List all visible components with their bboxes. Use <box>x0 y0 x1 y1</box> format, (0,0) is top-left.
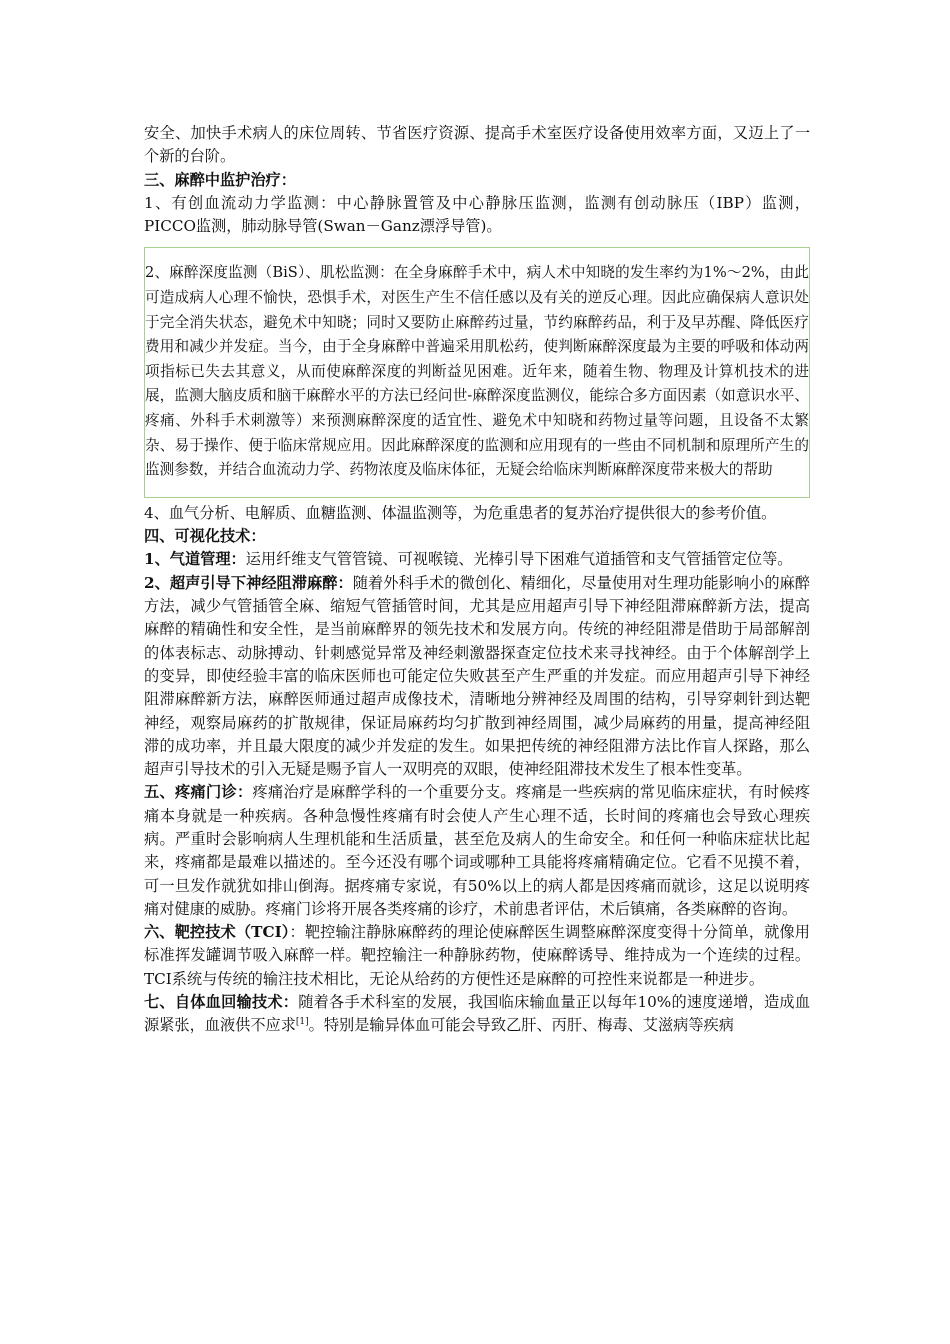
paragraph-depth-monitoring: 2、麻醉深度监测（BiS）、肌松监测：在全身麻醉手术中，病人术中知晓的发生率约为1%～2%，由此可造成病人心理不愉快，恐惧手术，对医生产生不信任感以及有关的逆反心理。因此应确保病人意识处于完全消失状态，避免术中知晓；同时又要防止麻醉药过量，节约麻醉药品，利于及早苏醒、降低医疗费用和减少并发症。当今，由于全身麻醉中普遍采用肌松药，使判断麻醉深度最为主要的呼吸和体动两项指标已失去其意义，从而使麻醉深度的判断益见困难。近年来，随着生物、物理及计算机技术的进展，监测大脑皮质和脑干麻醉水平的方法已经问世-麻醉深度监测仪，能综合多方面因素（如意识水平、疼痛、外科手术刺激等）来预测麻醉深度的适宜性、避免术中知晓和药物过量等问题，且设备不太繁杂、易于操作、便于临床常规应用。因此麻醉深度的监测和应用现有的一些由不同机制和原理所产生的监测参数，并结合血流动力学、药物浓度及临床体征，无疑会给临床判断麻醉深度带来极大的帮助 <box>145 264 809 479</box>
paragraph-invasive-monitoring: 1、有创血流动力学监测：中心静脉置管及中心静脉压监测，监测有创动脉压（IBP）监测，PICCO监测，肺动脉导管(Swan－Ganz漂浮导管)。 <box>144 193 810 236</box>
document-page <box>144 122 810 1038</box>
citation-superscript: [1] <box>295 1017 309 1028</box>
paragraph-tci: 六、靶控技术（TCI）：靶控输注静脉麻醉药的理论使麻醉医生调整麻醉深度变得十分简单，就像用标准挥发罐调节吸入麻醉一样。靶控输注一种静脉药物，使麻醉诱导、维持成为一个连续的过程。TCI系统与传统的输注技术相比，无论从给药的方便性还是麻醉的可控性来说都是一种进步。 <box>144 923 810 988</box>
intro-paragraph: 安全、加快手术病人的床位周转、节省医疗资源、提高手术室医疗设备使用效率方面，又迈上了一个新的台阶。 <box>144 124 810 166</box>
paragraph-blood-gas: 4、血气分析、电解质、血糖监测、体温监测等，为危重患者的复苏治疗提供很大的参考价值。 <box>144 503 777 522</box>
bordered-textbox <box>144 247 810 497</box>
paragraph-airway: 1、气道管理：运用纤维支气管管镜、可视喉镜、光棒引导下困难气道插管和支气管插管定位等。 <box>144 550 793 569</box>
section-heading-4: 四、可视化技术： <box>144 527 266 546</box>
paragraph-ultrasound: 2、超声引导下神经阻滞麻醉：随着外科手术的微创化、精细化，尽量使用对生理功能影响小的麻醉方法，减少气管插管全麻、缩短气管插管时间，尤其是应用超声引导下神经阻滞麻醉新方法，提高麻醉的精确性和安全性，是当前麻醉界的领先技术和发展方向。传统的神经阻滞是借助于局部解剖的体表标志、动脉搏动、针刺感觉异常及神经刺激器探查定位技术来寻找神经。由于个体解剖学上的变异，即使经验丰富的临床医师也可能定位失败甚至产生严重的并发症。而应用超声引导下神经阻滞麻醉新方法，麻醉医师通过超声成像技术，清晰地分辨神经及周围的结构，引导穿刺针到达靶神经，观察局麻药的扩散规律，保证局麻药均匀扩散到神经周围，减少局麻药的用量，提高神经阻滞的成功率，并且最大限度的减少并发症的发生。如果把传统的神经阻滞方法比作盲人探路，那么超声引导技术的引入无疑是赐予盲人一双明亮的双眼，使神经阻滞技术发生了根本性变革。 <box>144 573 810 779</box>
paragraph-autotransfusion: 七、自体血回输技术：随着各手术科室的发展，我国临床输血量正以每年10%的速度递增，造成血源紧张，血液供不应求[1]。特别是输异体血可能会导致乙肝、丙肝、梅毒、艾滋病等疾病 <box>144 993 811 1035</box>
paragraph-pain-clinic: 五、疼痛门诊：疼痛治疗是麻醉学科的一个重要分支。疼痛是一些疾病的常见临床症状，有时候疼痛本身就是一种疾病。各种急慢性疼痛有时会使人产生心理不适，长时间的疼痛也会导致心理疾病。严重时会影响病人生理机能和生活质量，甚至危及病人的生命安全。和任何一种临床症状比起来，疼痛都是最难以描述的。至今还没有哪个词或哪种工具能将疼痛精确定位。它看不见摸不着，可一旦发作就犹如排山倒海。据疼痛专家说，有50%以上的病人都是因疼痛而就诊，这足以说明疼痛对健康的威胁。疼痛门诊将开展各类疼痛的诊疗，术前患者评估，术后镇痛，各类麻醉的咨询。 <box>144 783 811 918</box>
section-heading-3: 三、麻醉中监护治疗： <box>144 170 296 189</box>
